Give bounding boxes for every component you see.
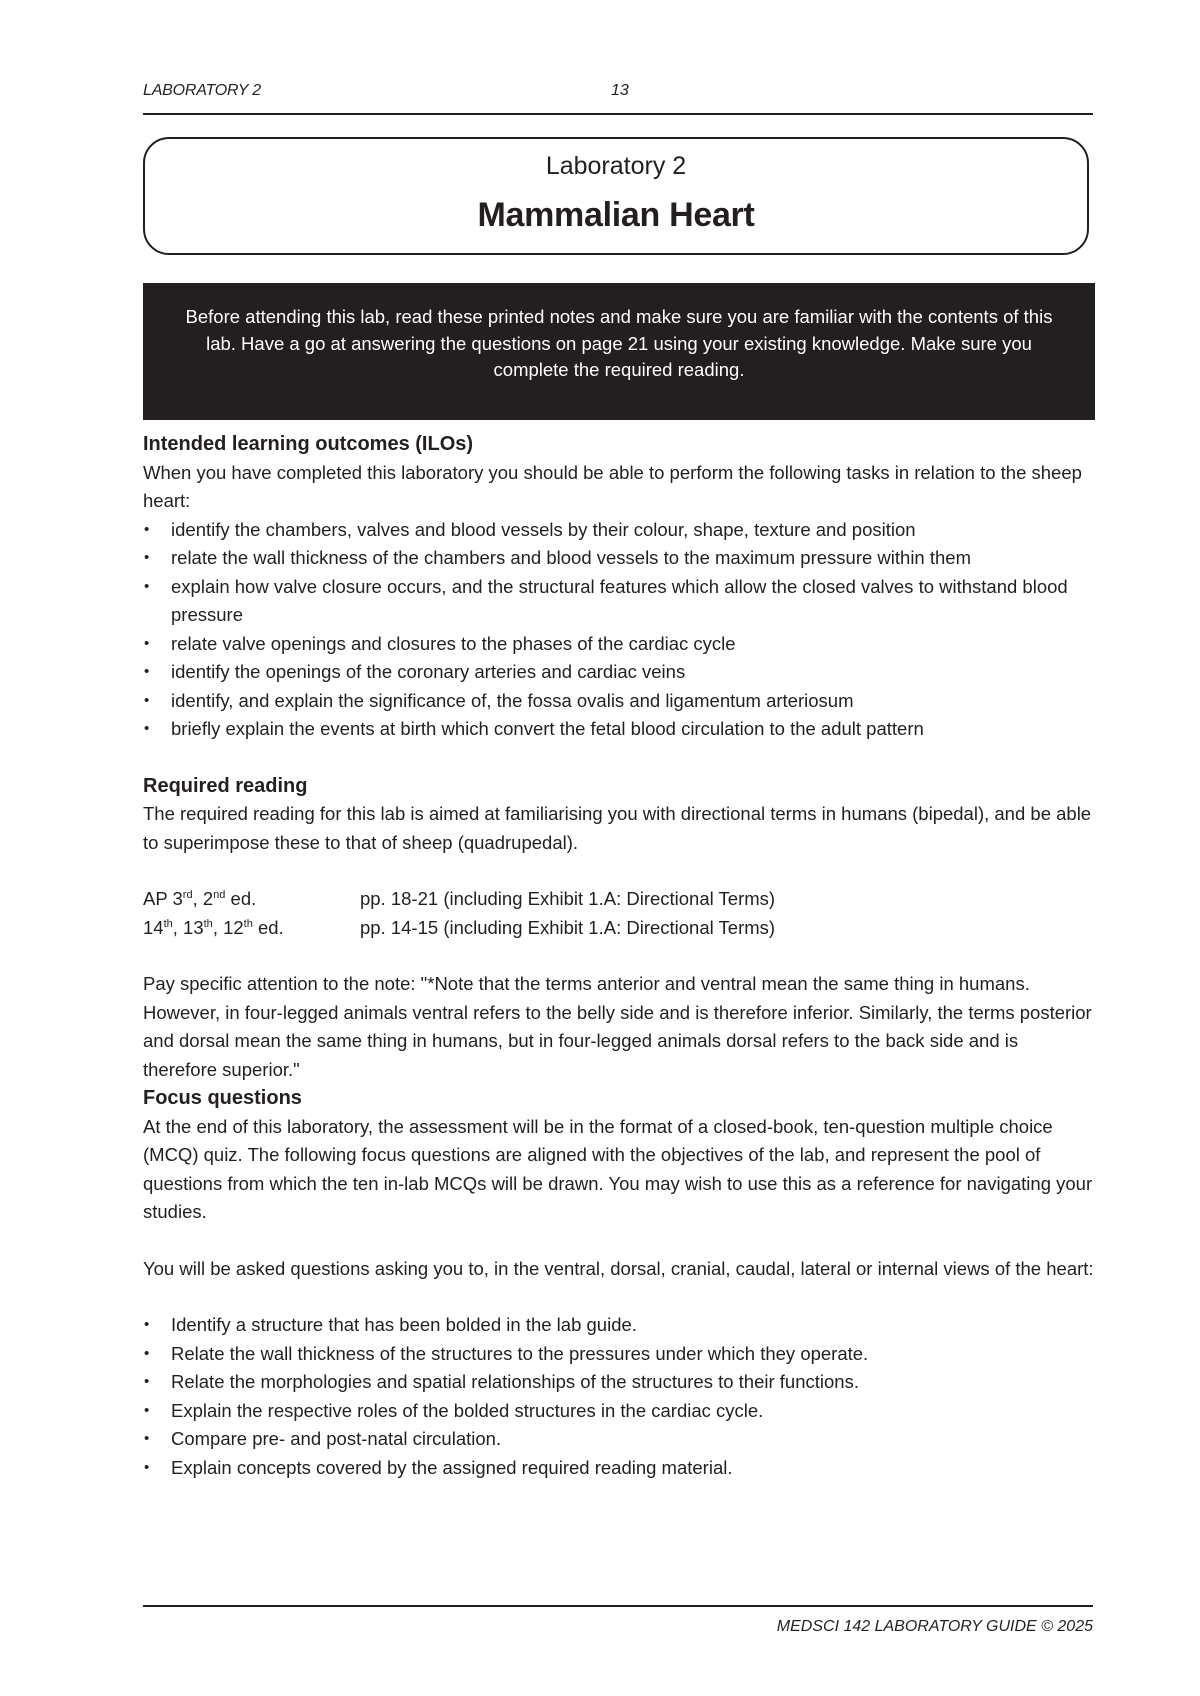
list-item: • identify the openings of the coronary arteries and cardiac veins — [143, 658, 1095, 687]
lab-number: Laboratory 2 — [545, 152, 687, 180]
footer-text: MEDSCI 142 LABORATORY GUIDE © 2025 — [776, 1618, 1093, 1635]
main-content — [143, 430, 1095, 1482]
focus-heading: Focus questions — [143, 1087, 302, 1109]
notice-box — [143, 283, 1095, 420]
list-item: • Relate the wall thickness of the structures to the pressures under which they operate. — [143, 1340, 1095, 1369]
edition-cell: AP 3rd, 2nd ed. — [143, 888, 257, 909]
edition-cell: 14th, 13th, 12th ed. — [143, 916, 284, 938]
list-item: • Explain concepts covered by the assigned required reading material. — [143, 1454, 1095, 1483]
list-item: • relate valve openings and closures to the phases of the cardiac cycle — [143, 630, 1095, 659]
list-item: • Compare pre- and post-natal circulation. — [143, 1425, 1095, 1454]
ilo-list — [143, 516, 1095, 744]
list-item: • briefly explain the events at birth which convert the fetal blood circulation to the adult pattern — [143, 715, 1095, 744]
spacer — [143, 857, 1095, 885]
page-title: Mammalian Heart — [477, 196, 755, 234]
ilo-intro: When you have completed this laboratory you should be able to perform the following tasks in relation to the sheep heart: — [143, 461, 1082, 511]
spacer — [143, 1227, 1095, 1255]
table-row — [143, 885, 775, 914]
focus-lead: You will be asked questions asking you to, in the ventral, dorsal, cranial, caudal, lateral or internal views of the heart: — [143, 1257, 1094, 1279]
list-item: • explain how valve closure occurs, and the structural features which allow the closed valves to withstand blood pressure — [143, 573, 1095, 630]
pages-cell: pp. 14-15 (including Exhibit 1.A: Directional Terms) — [360, 916, 776, 938]
reading-table — [143, 885, 775, 942]
footer-rule — [143, 1605, 1093, 1607]
spacer — [143, 744, 1095, 772]
reading-note: Pay specific attention to the note: "*Note that the terms anterior and ventral mean the same thing in humans. However, in four-legged animals ventral refers to the belly side and is therefore inferior. Similarly, the terms posterior and dorsal mean the same thing in humans, but in four-legged animals dorsal refers to the back side and is therefore superior." — [143, 973, 1092, 1080]
table-row — [143, 914, 775, 943]
list-item: • Explain the respective roles of the bolded structures in the cardiac cycle. — [143, 1397, 1095, 1426]
page-number: 13 — [611, 82, 629, 99]
running-head: LABORATORY 2 — [143, 82, 261, 99]
ilo-heading: Intended learning outcomes (ILOs) — [143, 433, 474, 455]
focus-intro: At the end of this laboratory, the assessment will be in the format of a closed-book, ten-question multiple choice (MCQ) quiz. The following focus questions are aligned with the objectives of the lab, and represent the pool of questions from which the ten in-lab MCQs will be drawn. You may wish to use this as a reference for navigating your studies. — [143, 1115, 1093, 1222]
list-item: • Relate the morphologies and spatial relationships of the structures to their functions. — [143, 1368, 1095, 1397]
pages-cell: pp. 18-21 (including Exhibit 1.A: Directional Terms) — [360, 888, 776, 909]
focus-list — [143, 1311, 1095, 1482]
notice-text: Before attending this lab, read these printed notes and make sure you are familiar with the contents of this lab. Have a go at answering the questions on page 21 using your existing knowledge. Make sure you complete the required reading. — [185, 306, 1053, 380]
header-rule — [143, 113, 1093, 115]
spacer — [143, 942, 1095, 970]
list-item: • identify, and explain the significance of, the fossa ovalis and ligamentum arteriosum — [143, 687, 1095, 716]
list-item: • identify the chambers, valves and blood vessels by their colour, shape, texture and position — [143, 516, 1095, 545]
list-item: • relate the wall thickness of the chambers and blood vessels to the maximum pressure within them — [143, 544, 1095, 573]
reading-intro: The required reading for this lab is aimed at familiarising you with directional terms in humans (bipedal), and be able to superimpose these to that of sheep (quadrupedal). — [143, 803, 1092, 853]
spacer — [143, 1283, 1095, 1311]
reading-heading: Required reading — [143, 774, 308, 797]
list-item: • Identify a structure that has been bolded in the lab guide. — [143, 1311, 1095, 1340]
